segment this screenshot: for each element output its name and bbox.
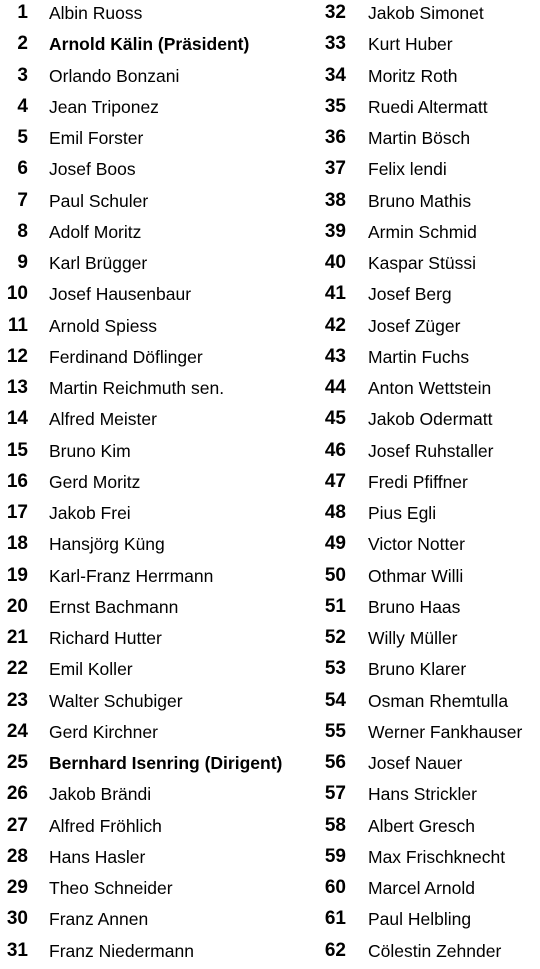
member-name: Anton Wettstein (368, 378, 492, 398)
member-number: 40 (324, 252, 346, 273)
member-number: 51 (324, 595, 346, 617)
member-number: 34 (324, 64, 346, 86)
member-row (0, 688, 270, 719)
member-row (0, 875, 270, 906)
member-number: 27 (6, 814, 28, 836)
member-number: 25 (6, 752, 28, 773)
member-number: 35 (324, 95, 346, 117)
member-name: Franz Annen (49, 909, 149, 930)
member-number: 39 (324, 220, 346, 242)
member-number: 22 (6, 658, 28, 680)
member-row (318, 469, 540, 500)
member-name: Emil Koller (49, 659, 133, 680)
member-row (318, 906, 540, 937)
member-name: Bruno Mathis (368, 190, 472, 211)
member-name: Albert Gresch (368, 815, 475, 836)
member-name: Bruno Kim (49, 440, 131, 461)
member-name: Karl-Franz Herrmann (49, 565, 214, 586)
member-number: 36 (324, 127, 346, 148)
member-row (318, 0, 540, 31)
member-row (318, 313, 540, 344)
member-name: Josef Boos (49, 159, 136, 180)
member-name: Franz Niedermann (49, 940, 194, 961)
member-name: Richard Hutter (49, 628, 162, 648)
member-name: Walter Schubiger (49, 690, 183, 711)
member-name: Kurt Huber (368, 34, 453, 55)
member-name: Kaspar Stüssi (368, 253, 476, 273)
member-number: 11 (7, 314, 28, 336)
member-number: 8 (17, 220, 28, 242)
member-row (0, 438, 270, 469)
member-name: Pius Egli (368, 503, 437, 523)
member-number: 60 (324, 877, 346, 898)
member-row (318, 719, 540, 750)
member-row (318, 281, 540, 312)
member-name: Marcel Arnold (368, 878, 475, 898)
member-name: Ruedi Altermatt (368, 96, 488, 117)
member-number: 18 (6, 533, 28, 555)
member-name: Orlando Bonzani (49, 65, 180, 86)
member-name: Gerd Moritz (49, 471, 141, 492)
member-number: 16 (6, 470, 28, 492)
member-name: Paul Helbling (368, 909, 472, 930)
member-name: Ernst Bachmann (49, 596, 179, 617)
member-row (318, 750, 540, 781)
member-number: 28 (6, 845, 28, 867)
member-name: Bruno Klarer (368, 659, 467, 680)
member-row (318, 219, 540, 250)
member-name: Arnold Spiess (49, 315, 157, 336)
member-row (0, 750, 283, 781)
member-row (0, 375, 270, 406)
member-name: Felix lendi (368, 159, 447, 180)
member-number: 17 (6, 502, 28, 523)
member-row (318, 813, 540, 844)
member-name: Josef Züger (368, 315, 461, 336)
member-row (318, 656, 540, 687)
member-name: Jakob Simonet (368, 3, 484, 23)
member-number: 46 (324, 439, 346, 461)
member-number: 9 (17, 252, 28, 273)
member-row (0, 219, 270, 250)
member-number: 24 (6, 720, 28, 742)
member-name: Josef Hausenbaur (49, 284, 192, 305)
member-number: 33 (324, 33, 346, 55)
member-row (318, 188, 540, 219)
member-name: Albin Ruoss (49, 3, 143, 23)
member-number: 3 (17, 64, 28, 86)
member-number: 29 (6, 877, 28, 898)
member-row (0, 469, 270, 500)
member-row (0, 719, 270, 750)
member-name: Martin Reichmuth sen. (49, 378, 225, 398)
member-number: 54 (324, 689, 346, 711)
member-row (318, 63, 540, 94)
member-name: Bruno Haas (368, 596, 461, 617)
member-row (0, 156, 270, 187)
member-name: Gerd Kirchner (49, 721, 158, 742)
member-name: Karl Brügger (49, 253, 148, 273)
member-name: Josef Nauer (368, 753, 463, 773)
member-number: 59 (324, 845, 346, 867)
member-number: 2 (17, 33, 28, 55)
member-row (0, 844, 270, 875)
member-row (318, 406, 540, 437)
member-number: 42 (324, 314, 346, 336)
member-number: 62 (324, 939, 346, 961)
member-number: 32 (324, 2, 346, 23)
member-row (318, 125, 540, 156)
member-name: Jakob Odermatt (368, 409, 493, 430)
member-row (0, 781, 270, 812)
member-name: Martin Bösch (368, 128, 471, 148)
member-row (0, 250, 270, 281)
member-row (318, 938, 540, 969)
member-row (0, 281, 270, 312)
member-name: Emil Forster (49, 128, 144, 148)
member-number: 10 (6, 283, 28, 305)
member-row (318, 31, 540, 62)
member-number: 55 (324, 720, 346, 742)
member-row (318, 500, 540, 531)
member-row (318, 250, 540, 281)
member-row (0, 188, 270, 219)
member-number: 57 (324, 783, 346, 805)
member-number: 19 (6, 564, 28, 586)
member-number: 48 (324, 502, 346, 523)
member-name: Theo Schneider (49, 878, 173, 898)
member-number: 61 (324, 908, 346, 930)
member-row (0, 63, 270, 94)
member-name: Othmar Willi (368, 565, 464, 586)
member-number: 47 (324, 470, 346, 492)
member-row (318, 438, 540, 469)
member-name: Moritz Roth (368, 65, 458, 86)
member-number: 20 (6, 595, 28, 617)
member-name: Alfred Meister (49, 409, 157, 430)
member-number: 5 (17, 127, 28, 148)
member-name: Hans Hasler (49, 846, 146, 867)
member-name: Jean Triponez (49, 96, 159, 117)
member-number: 15 (6, 439, 28, 461)
member-name: Hans Strickler (368, 784, 477, 805)
member-number: 13 (6, 377, 28, 398)
member-row (318, 531, 540, 562)
member-number: 43 (324, 345, 346, 367)
member-number: 52 (324, 627, 346, 648)
member-number: 53 (324, 658, 346, 680)
member-number: 4 (17, 95, 28, 117)
member-number: 1 (17, 2, 28, 23)
member-name: Fredi Pfiffner (368, 471, 468, 492)
member-name: Jakob Frei (49, 503, 131, 523)
member-number: 45 (324, 408, 346, 430)
member-name: Martin Fuchs (368, 346, 470, 367)
member-name: Werner Fankhauser (368, 721, 523, 742)
member-number: 38 (324, 189, 346, 211)
member-name: Victor Notter (368, 534, 465, 555)
member-name: Adolf Moritz (49, 221, 142, 242)
member-name: Josef Berg (368, 284, 452, 305)
member-row (318, 375, 540, 406)
member-number: 56 (324, 752, 346, 773)
member-row (0, 94, 270, 125)
member-number: 14 (6, 408, 28, 430)
member-number: 26 (6, 783, 28, 805)
member-number: 31 (6, 939, 28, 961)
member-row (318, 156, 540, 187)
member-row (318, 563, 540, 594)
member-number: 37 (324, 158, 346, 180)
member-row (0, 313, 270, 344)
member-number: 41 (324, 283, 346, 305)
member-name: Arnold Kälin (Präsident) (49, 34, 250, 55)
member-row (318, 844, 540, 875)
member-row (0, 594, 270, 625)
member-number: 50 (324, 564, 346, 586)
member-row (318, 781, 540, 812)
member-number: 21 (6, 627, 28, 648)
member-number: 49 (324, 533, 346, 555)
member-row (318, 875, 540, 906)
member-name: Josef Ruhstaller (368, 440, 494, 461)
member-name: Max Frischknecht (368, 846, 506, 867)
member-row (318, 688, 540, 719)
member-row (0, 563, 270, 594)
member-name: Willy Müller (368, 628, 458, 648)
member-number: 23 (6, 689, 28, 711)
member-number: 12 (6, 345, 28, 367)
member-name: Ferdinand Döflinger (49, 346, 203, 367)
member-row (0, 938, 270, 969)
member-row (318, 625, 540, 656)
member-name: Osman Rhemtulla (368, 690, 509, 711)
right-member-list (318, 0, 540, 969)
member-row (0, 344, 270, 375)
member-name: Jakob Brändi (49, 784, 152, 805)
member-name: Armin Schmid (368, 221, 477, 242)
member-row (0, 531, 270, 562)
member-row (0, 656, 270, 687)
member-name: Paul Schuler (49, 190, 149, 211)
member-number: 7 (17, 189, 28, 211)
member-name: Hansjörg Küng (49, 534, 165, 555)
member-row (0, 625, 270, 656)
member-number: 44 (324, 377, 346, 398)
member-row (0, 31, 270, 62)
member-row (318, 94, 540, 125)
member-row (0, 0, 270, 31)
member-name: Cölestin Zehnder (368, 940, 502, 961)
member-row (0, 406, 270, 437)
member-row (0, 813, 270, 844)
member-row (318, 594, 540, 625)
member-row (0, 125, 270, 156)
member-name: Bernhard Isenring (Dirigent) (49, 753, 283, 773)
member-row (0, 906, 270, 937)
member-number: 6 (17, 158, 28, 180)
member-number: 30 (6, 908, 28, 930)
member-row (0, 500, 270, 531)
member-name: Alfred Fröhlich (49, 815, 162, 836)
member-number: 58 (324, 814, 346, 836)
member-row (318, 344, 540, 375)
